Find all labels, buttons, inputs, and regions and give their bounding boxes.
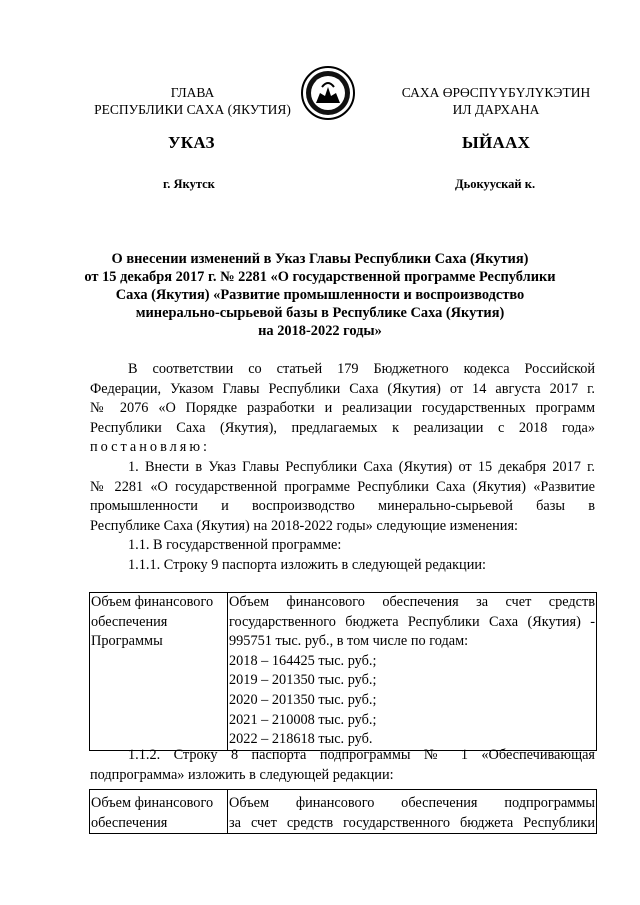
title-line: Саха (Якутия) «Развитие промышленности и воспроизводство [115, 287, 525, 303]
doc-type-ru: УКАЗ [168, 133, 215, 152]
city-sakha: Дьокуускай к. [455, 177, 536, 191]
cell-line: 995751 тыс. руб., в том числе по годам: [229, 633, 469, 650]
issuer-left-line1: ГЛАВА [170, 85, 215, 100]
cell-line: Объем финансового обеспечения подпрограммы [229, 795, 595, 811]
issuer-left-line2: РЕСПУБЛИКИ САХА (ЯКУТИЯ) [94, 102, 291, 117]
preamble-line: № 2076 «О Порядке разработки и реализации государственных программ [90, 400, 595, 417]
document-title [60, 250, 580, 340]
doc-type-sakha: ЫЙААХ [462, 133, 531, 152]
preamble-line: В соответствии со статьей 179 Бюджетного кодекса Российской [128, 361, 595, 377]
cell-line: 2019 – 201350 тыс. руб.; [229, 672, 377, 689]
item1-1-2 [90, 746, 595, 785]
issuer-right-line2: ИЛ ДАРХАНА [452, 102, 540, 117]
cell-line: Объем финансового [91, 795, 214, 811]
decree-word: постановляю: [90, 439, 210, 456]
title-line: от 15 декабря 2017 г. № 2281 «О государственной программе Республики [84, 269, 556, 285]
cell-line: Программы [91, 633, 163, 650]
item1-1-1: 1.1.1. Строку 9 паспорта изложить в следующей редакции: [128, 556, 486, 573]
table-cell-label [90, 790, 228, 834]
item1-line: № 2281 «О государственной программе Республики Саха (Якутия) «Развитие [90, 478, 595, 495]
table-cell-value [228, 593, 597, 751]
issuer-right-line1: САХА ӨРӨСПҮҮБҮЛҮКЭТИН [401, 85, 591, 100]
city-ru: г. Якутск [163, 177, 215, 191]
cell-line: за счет средств государственного бюджета Республики [229, 814, 595, 831]
issuer-left [80, 84, 305, 118]
cell-line: 2018 – 164425 тыс. руб.; [229, 652, 377, 669]
financing-table-subprogram [89, 789, 597, 834]
title-line: О внесении изменений в Указ Главы Республики Саха (Якутия) [111, 251, 529, 267]
preamble-line: Республики Саха (Якутия), предлагаемых к реализации с 2018 года» [90, 419, 595, 436]
cell-line: Объем финансового обеспечения за счет средств [229, 594, 595, 610]
title-line: минерально-сырьевой базы в Республике Саха (Якутия) [135, 305, 505, 321]
table-row [90, 790, 597, 834]
cell-line: обеспечения [91, 814, 168, 831]
coat-of-arms-emblem [300, 63, 356, 123]
item1-line: 1. Внести в Указ Главы Республики Саха (Якутия) от 15 декабря 2017 г. [128, 458, 595, 475]
table-cell-label [90, 593, 228, 751]
cell-line: государственного бюджета Республики Саха (Якутия) - [229, 613, 595, 630]
cell-line: обеспечения [91, 613, 168, 630]
table-cell-value [228, 790, 597, 834]
cell-line: Объем финансового [91, 594, 214, 610]
cell-line: 2020 – 201350 тыс. руб.; [229, 691, 377, 708]
table-row [90, 593, 597, 751]
item1-line: Республике Саха (Якутия) на 2018-2022 годы» следующие изменения: [90, 517, 518, 534]
document-body [90, 360, 595, 576]
item1-1: 1.1. В государственной программе: [128, 537, 342, 554]
title-line: на 2018-2022 годы» [258, 323, 382, 339]
item1-1-2-line: подпрограмма» изложить в следующей редакции: [90, 766, 394, 783]
item1-1-2-line: 1.1.2. Строку 8 паспорта подпрограммы № 1 «Обеспечивающая [128, 747, 595, 763]
item1-line: промышленности и воспроизводство минерально-сырьевой базы в [90, 498, 595, 515]
issuer-right [380, 84, 612, 118]
cell-line: 2021 – 210008 тыс. руб.; [229, 711, 377, 728]
cell-line: 2022 – 218618 тыс. руб. [229, 731, 373, 748]
preamble-line: Федерации, Указом Главы Республики Саха (Якутия) от 14 августа 2017 г. [90, 380, 595, 397]
financing-table-program [89, 592, 597, 751]
